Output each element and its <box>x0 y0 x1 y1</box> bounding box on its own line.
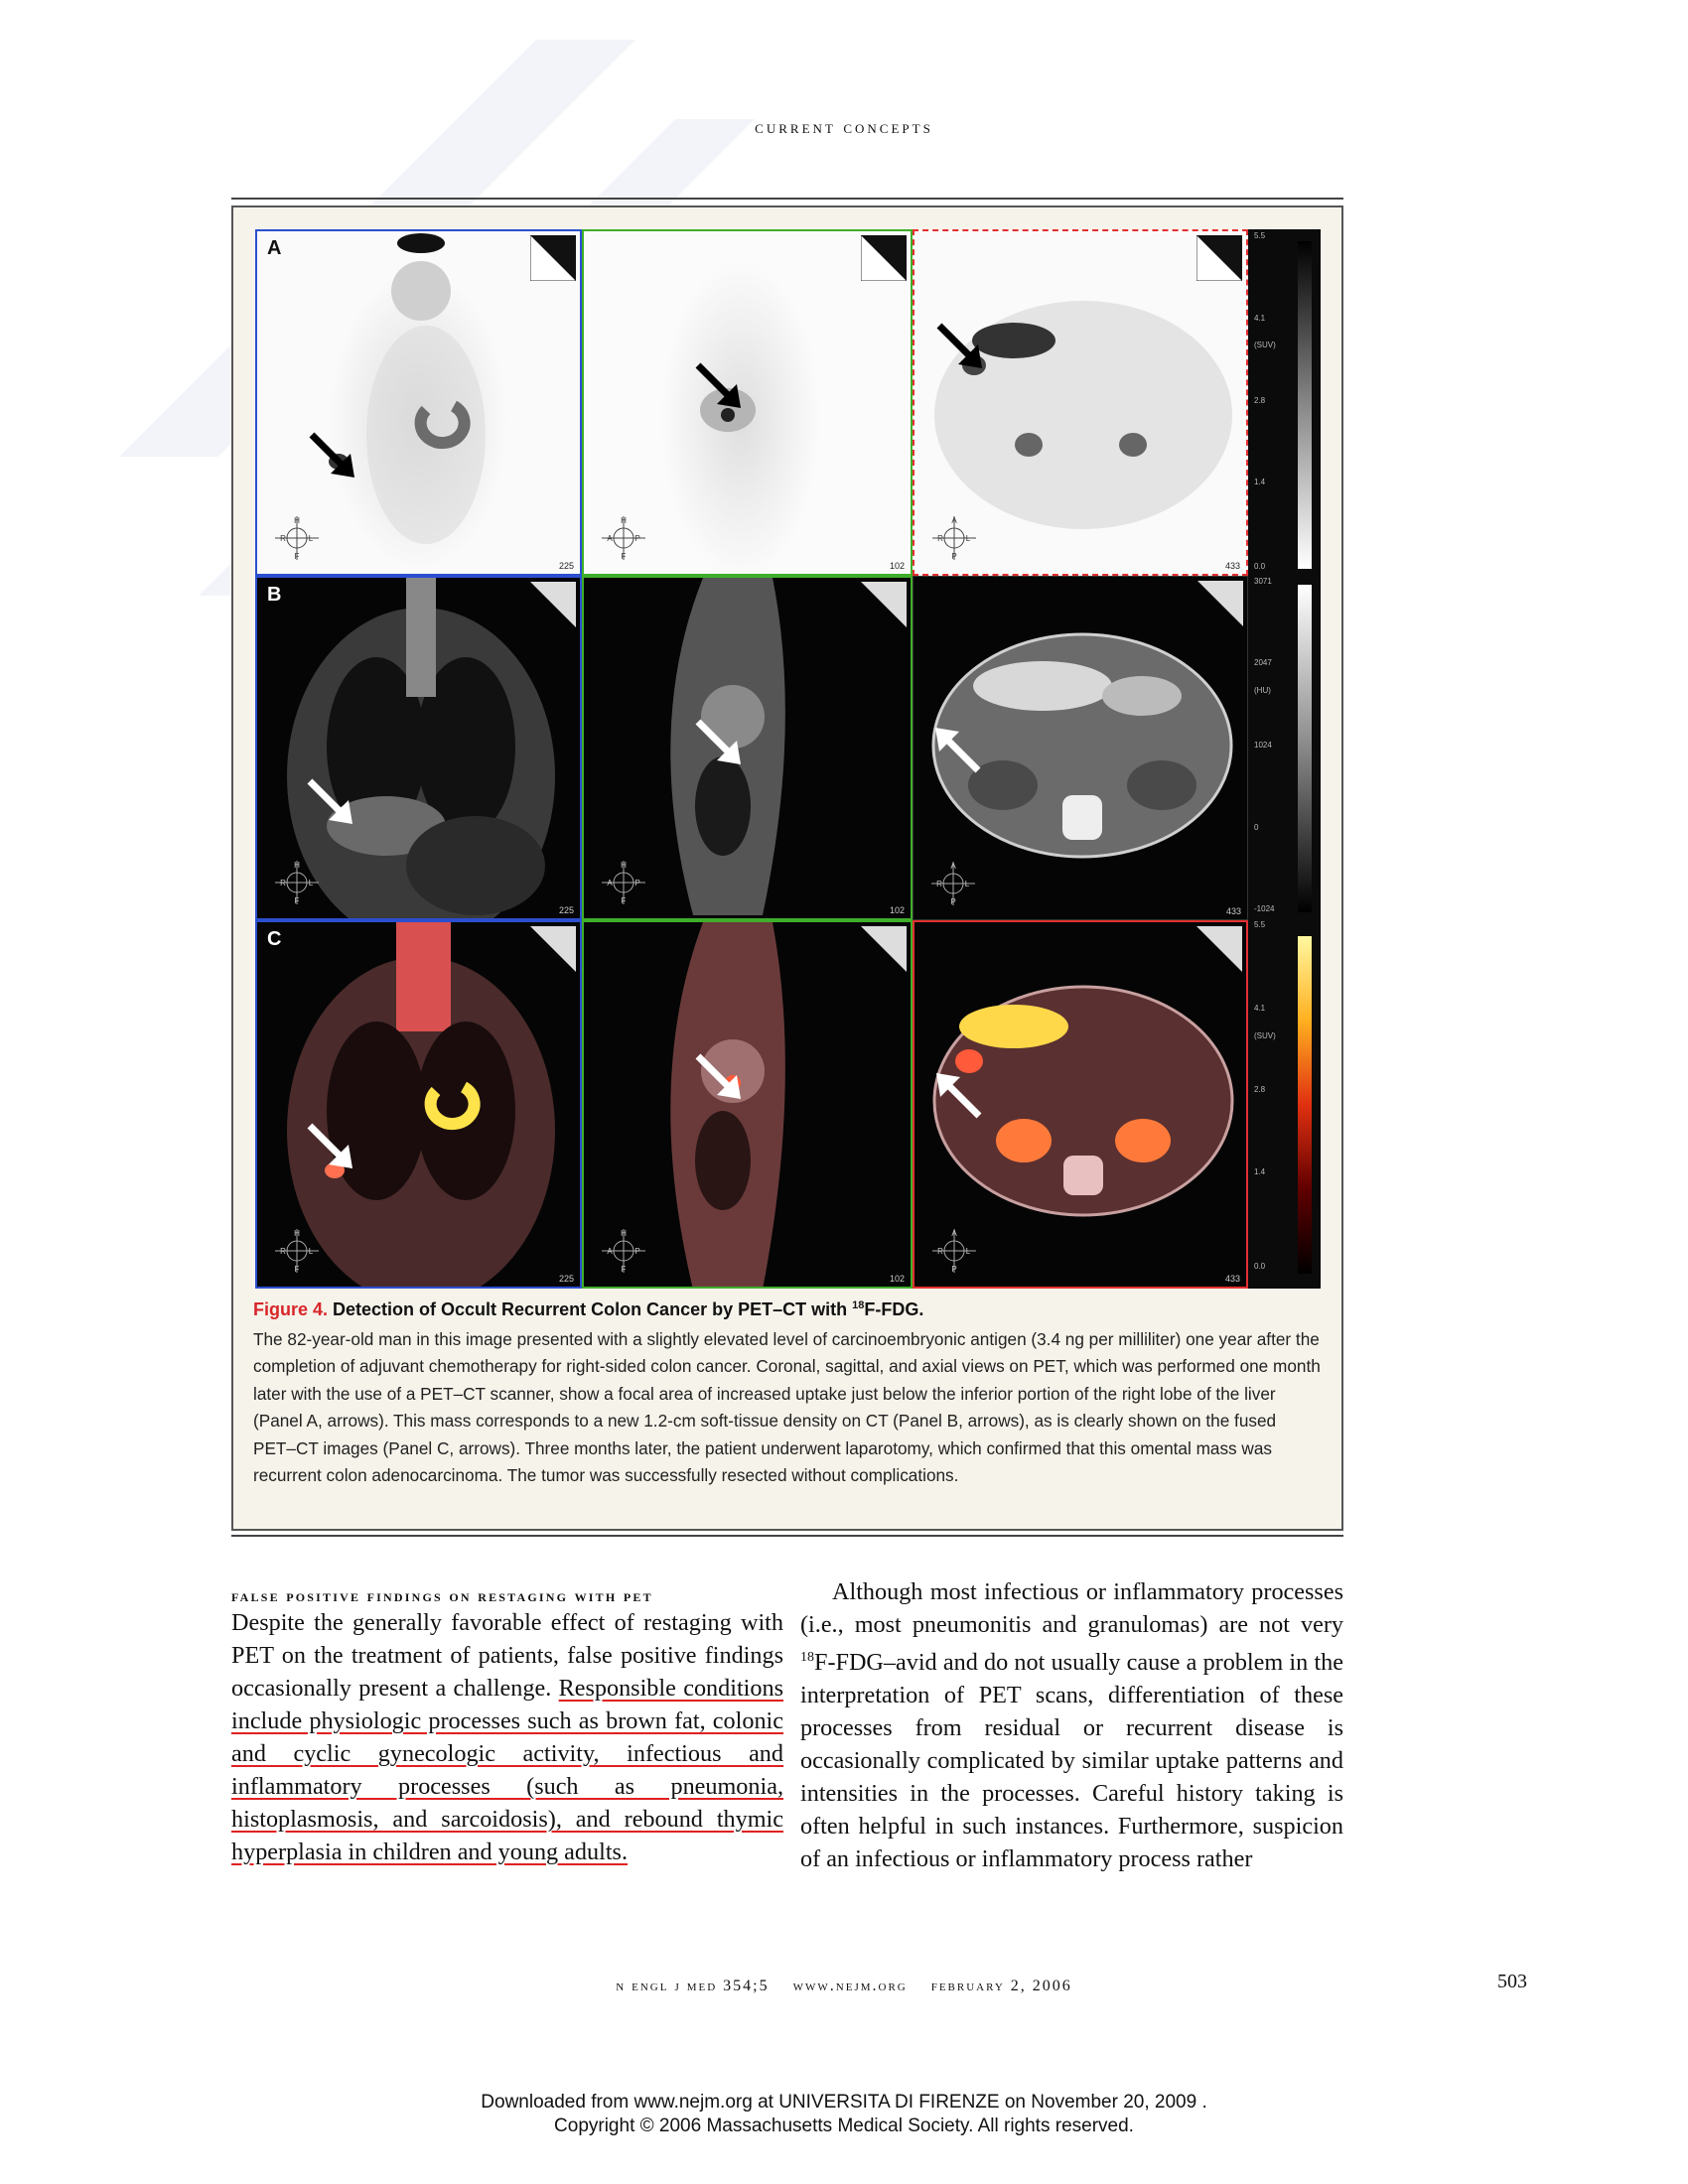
slice-number: 225 <box>558 905 574 915</box>
caption-title-sup: 18 <box>852 1299 865 1311</box>
orientation-compass-icon <box>930 1227 978 1275</box>
orientation-letter: P <box>634 534 640 543</box>
orientation-letter: H <box>294 516 300 525</box>
orientation-letter: P <box>950 897 956 906</box>
right-column-start: Although most infectious or inflammatory processes (i.e., most pneumonitis and granulomas) are not very <box>800 1578 1343 1638</box>
orientation-letter: H <box>294 861 300 870</box>
orientation-compass-icon <box>273 514 321 562</box>
caption-title-text: Detection of Occult Recurrent Colon Cancer by PET–CT with <box>333 1299 853 1319</box>
panel-a-sagittal <box>582 229 913 576</box>
slice-number: 102 <box>889 905 905 915</box>
orientation-letter: F <box>294 896 300 905</box>
color-scales <box>1248 229 1321 1289</box>
scale-tick: 5.5 <box>1254 231 1266 240</box>
slice-number: 225 <box>558 1274 574 1284</box>
orientation-letter: P <box>634 879 640 887</box>
slice-number: 102 <box>889 561 905 571</box>
arrow-icon <box>693 717 753 776</box>
orientation-letter: H <box>621 516 627 525</box>
scale-tick: 4.1 <box>1254 314 1266 323</box>
orientation-letter: R <box>937 1247 943 1256</box>
caption-title <box>253 1299 1321 1320</box>
left-column-highlighted: Responsible conditions include physiologic processes such as brown fat, colonic and cyclic gynecologic activity, infectious and inflammatory processes (such as pneumonia, histoplasmosis, and sarcoidosis), and rebound thymic hyperplasia in children and young adults. <box>231 1675 783 1865</box>
orientation-letter: F <box>294 552 300 561</box>
scale-tick: (SUV) <box>1254 1031 1276 1040</box>
panel-c-sagittal <box>582 920 913 1289</box>
scale-tick: 1.4 <box>1254 478 1266 486</box>
figure-label: Figure 4. <box>253 1299 329 1319</box>
orientation-letter: A <box>951 1229 957 1238</box>
orientation-letter: R <box>280 534 286 543</box>
scale-tick: (SUV) <box>1254 341 1276 349</box>
arrow-icon <box>693 1051 753 1111</box>
right-column-end: F-FDG–avid and do not usually cause a problem in the interpretation of PET scans, differentiation of these processes from residual or recurrent disease is occasionally complicated by similar uptake patterns and intensities in the processes. Careful history taking is often helpful in such instances. Furthermore, suspicion of an infectious or inflammatory process rather <box>800 1649 1343 1873</box>
orientation-letter: R <box>937 534 943 543</box>
figure-box <box>231 205 1343 1531</box>
slice-number: 433 <box>1224 1274 1240 1284</box>
download-notice-line1: Downloaded from www.nejm.org at UNIVERSITA DI FIRENZE on November 20, 2009 . <box>481 2092 1207 2113</box>
section-heading: false positive findings on restaging with pet <box>231 1586 653 1605</box>
page-number: 503 <box>1497 1971 1527 1992</box>
orientation-letter: P <box>951 552 957 561</box>
orientation-letter: A <box>950 862 956 871</box>
download-notice <box>0 2091 1688 2138</box>
arrow-icon <box>305 1121 364 1180</box>
panel-c-coronal <box>255 920 582 1289</box>
orientation-letter: L <box>308 534 314 543</box>
orientation-letter: L <box>965 534 971 543</box>
scale-tick: 1024 <box>1254 741 1272 750</box>
ct-grayscale-bar <box>1298 585 1312 912</box>
orientation-letter: H <box>294 1229 300 1238</box>
caption-title-end: F-FDG. <box>864 1299 924 1319</box>
orientation-letter: F <box>294 1265 300 1274</box>
orientation-letter: L <box>308 1247 314 1256</box>
bottom-rule <box>231 1535 1343 1537</box>
arrow-icon <box>693 360 753 420</box>
panel-letter-b: B <box>267 584 282 606</box>
panel-letter-c: C <box>267 928 282 950</box>
orientation-corner-icon <box>530 582 576 627</box>
orientation-corner-icon <box>861 235 907 281</box>
panel-b-sagittal <box>582 576 913 920</box>
pet-hot-color-bar <box>1298 936 1312 1274</box>
panel-c-axial <box>913 920 1248 1289</box>
orientation-letter: R <box>280 879 286 887</box>
orientation-letter: L <box>965 1247 971 1256</box>
panel-b-axial <box>913 576 1248 920</box>
pet-grayscale-bar <box>1298 241 1312 569</box>
left-column-plain: Despite the generally favorable effect of restaging with PET on the treatment of patients, false positive findings occasionally present a challenge. <box>231 1609 783 1702</box>
panel-a-coronal <box>255 229 582 576</box>
orientation-letter: A <box>607 879 613 887</box>
scale-tick: 1.4 <box>1254 1167 1266 1176</box>
running-head: current concepts <box>755 117 933 137</box>
orientation-letter: L <box>964 880 970 888</box>
orientation-letter: H <box>621 1229 627 1238</box>
journal-footer: n engl j med 354;5 www.nejm.org february 2, 2006 <box>616 1978 1072 1994</box>
orientation-letter: P <box>634 1247 640 1256</box>
orientation-compass-icon <box>273 1227 321 1275</box>
figure-caption <box>253 1299 1321 1489</box>
scale-tick: 4.1 <box>1254 1004 1266 1013</box>
left-column-text <box>231 1606 783 1868</box>
orientation-letter: A <box>607 534 613 543</box>
orientation-corner-icon <box>861 582 907 627</box>
arrow-icon <box>934 321 994 380</box>
orientation-compass-icon <box>600 859 647 906</box>
orientation-letter: A <box>607 1247 613 1256</box>
orientation-corner-icon <box>1196 926 1242 972</box>
orientation-compass-icon <box>273 859 321 906</box>
orientation-compass-icon <box>929 860 977 907</box>
orientation-letter: F <box>621 896 627 905</box>
slice-number: 433 <box>1225 906 1241 916</box>
scale-tick: 5.5 <box>1254 920 1266 929</box>
arrow-icon <box>924 1061 984 1121</box>
orientation-letter: A <box>951 516 957 525</box>
slice-number: 433 <box>1224 561 1240 571</box>
panel-a-axial <box>913 229 1248 576</box>
panel-letter-a: A <box>267 237 282 259</box>
orientation-letter: P <box>951 1265 957 1274</box>
orientation-letter: F <box>621 1265 627 1274</box>
scale-tick: 2.8 <box>1254 396 1266 405</box>
orientation-compass-icon <box>600 514 647 562</box>
top-rule <box>231 198 1343 200</box>
orientation-letter: H <box>621 861 627 870</box>
scale-tick: -1024 <box>1254 904 1275 913</box>
right-column-text <box>800 1575 1343 1875</box>
slice-number: 102 <box>889 1274 905 1284</box>
scale-tick: 2.8 <box>1254 1085 1266 1094</box>
orientation-letter: R <box>280 1247 286 1256</box>
scale-tick: 0 <box>1254 823 1259 832</box>
scale-tick: 0.0 <box>1254 1262 1266 1271</box>
orientation-corner-icon <box>530 926 576 972</box>
figure-image <box>255 229 1321 1289</box>
orientation-corner-icon <box>530 235 576 281</box>
scale-tick: (HU) <box>1254 686 1271 695</box>
scale-tick: 3071 <box>1254 577 1272 586</box>
orientation-corner-icon <box>1197 581 1243 626</box>
right-column-sup: 18 <box>800 1650 814 1665</box>
caption-body: The 82-year-old man in this image presented with a slightly elevated level of carcinoembryonic antigen (3.4 ng per milliliter) one year after the completion of adjuvant chemotherapy for right-sided colon cancer. Coronal, sagittal, and axial views on PET, which was performed one month later with the use of a PET–CT scanner, show a focal area of increased uptake just below the inferior portion of the right lobe of the liver (Panel A, arrows). This mass corresponds to a new 1.2-cm soft-tissue density on CT (Panel B, arrows), as is clearly shown on the fused PET–CT images (Panel C, arrows). Three months later, the patient underwent laparotomy, which confirmed that this omental mass was recurrent colon adenocarcinoma. The tumor was successfully resected without complications. <box>253 1329 1321 1486</box>
orientation-compass-icon <box>600 1227 647 1275</box>
orientation-letter: L <box>308 879 314 887</box>
orientation-compass-icon <box>930 514 978 562</box>
download-notice-line2: Copyright © 2006 Massachusetts Medical Society. All rights reserved. <box>554 2116 1134 2136</box>
scale-tick: 2047 <box>1254 658 1272 667</box>
arrow-icon <box>923 716 983 775</box>
arrow-icon <box>307 430 366 489</box>
orientation-corner-icon <box>1196 235 1242 281</box>
orientation-letter: R <box>936 880 942 888</box>
panel-b-coronal <box>255 576 582 920</box>
orientation-letter: F <box>621 552 627 561</box>
arrow-icon <box>305 776 364 836</box>
slice-number: 225 <box>558 561 574 571</box>
orientation-corner-icon <box>861 926 907 972</box>
scale-tick: 0.0 <box>1254 562 1266 571</box>
